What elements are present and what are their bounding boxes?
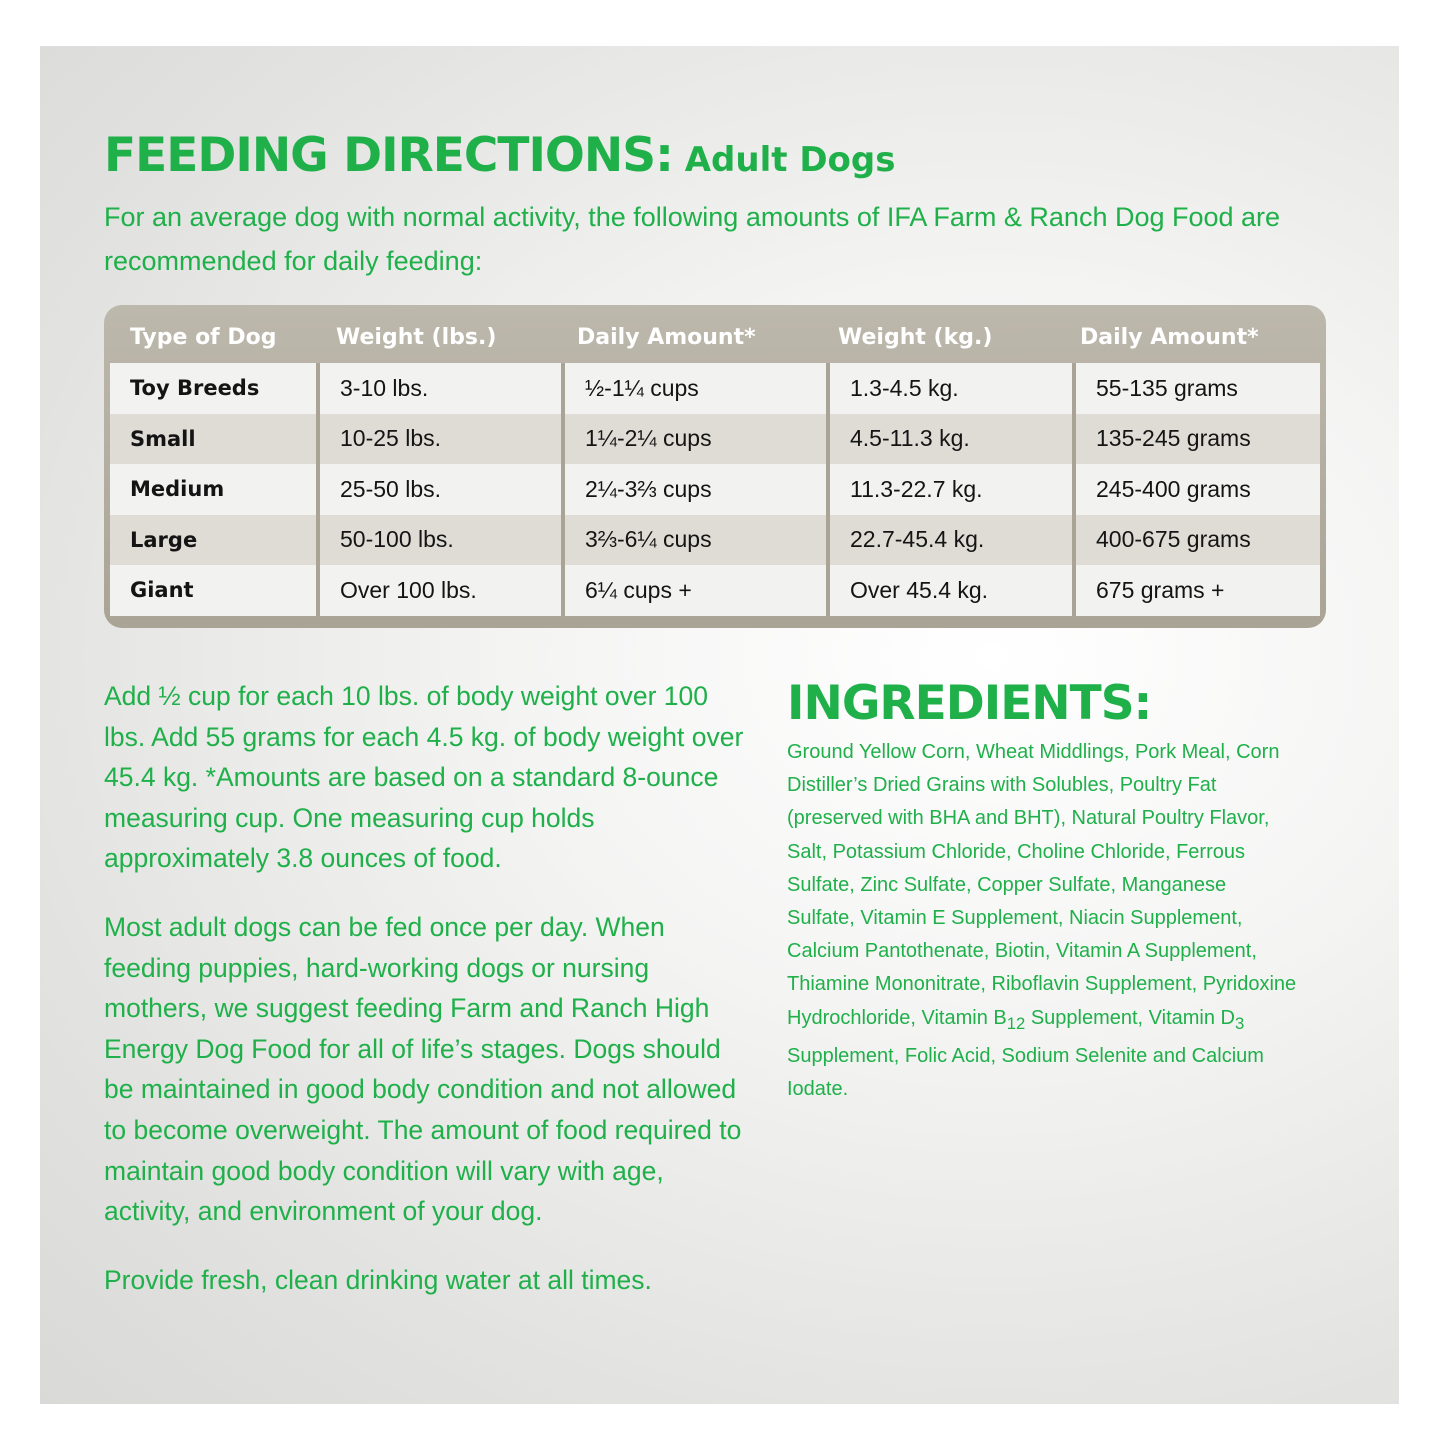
cell-daily-grams: 400-675 grams — [1076, 515, 1320, 566]
header-daily-amount-grams: Daily Amount* — [1080, 324, 1259, 350]
table-row — [110, 515, 1320, 566]
cell-type: Small — [110, 414, 316, 465]
cell-type: Medium — [110, 464, 316, 515]
cell-weight-lbs: 50-100 lbs. — [320, 515, 561, 566]
ingredients-list — [787, 736, 1297, 1106]
ingredients-title: INGREDIENTS: — [787, 676, 1152, 731]
cell-daily-cups: ½-1¼ cups — [565, 363, 826, 414]
title-main: FEEDING DIRECTIONS: — [104, 128, 673, 183]
ingredients-text-part2: Supplement, Vitamin D — [1025, 1006, 1236, 1029]
cell-weight-lbs: 10-25 lbs. — [320, 414, 561, 465]
header-weight-lbs: Weight (lbs.) — [336, 324, 497, 350]
cell-daily-grams: 135-245 grams — [1076, 414, 1320, 465]
cell-daily-cups: 6¼ cups + — [565, 565, 826, 616]
table-row — [110, 363, 1320, 414]
note-additional-amounts: Add ½ cup for each 10 lbs. of body weight over 100 lbs. Add 55 grams for each 4.5 kg. of body weight over 45.4 kg. *Amounts are based on a standard 8-ounce measuring cup. One measuring cup holds approximately 3.8 ounces of food. — [104, 681, 744, 874]
table-body — [110, 363, 1320, 616]
cell-type: Toy Breeds — [110, 363, 316, 414]
cell-daily-cups: 2¼-3⅔ cups — [565, 464, 826, 515]
subscript-b12: 12 — [1006, 1013, 1026, 1033]
cell-daily-grams: 675 grams + — [1076, 565, 1320, 616]
title-subtitle: Adult Dogs — [672, 140, 896, 180]
ingredients-text-part3: Supplement, Folic Acid, Sodium Selenite and Calcium Iodate. — [787, 1044, 1264, 1101]
table-header — [110, 311, 1320, 363]
cell-weight-lbs: 25-50 lbs. — [320, 464, 561, 515]
cell-daily-grams: 245-400 grams — [1076, 464, 1320, 515]
header-weight-kg: Weight (kg.) — [838, 324, 993, 350]
table-row — [110, 565, 1320, 616]
cell-weight-lbs: Over 100 lbs. — [320, 565, 561, 616]
table-row — [110, 414, 1320, 465]
header-daily-amount-cups: Daily Amount* — [577, 324, 756, 350]
ingredients-text-part1: Ground Yellow Corn, Wheat Middlings, Pork Meal, Corn Distiller’s Dried Grains with Solubles, Poultry Fat (preserved with BHA and BHT), Natural Poultry Flavor, Salt, Potassium Chloride, Choline Chloride, Ferrous Sulfate, Zinc Sulfate, Copper Sulfate, Manganese Sulfate, Vitamin E Supplement, Niacin Supplement, Calcium Pantothenate, Biotin, Vitamin A Supplement, Thiamine Mononitrate, Riboflavin Supplement, Pyridoxine Hydrochloride, Vitamin B — [787, 741, 1297, 1029]
cell-daily-cups: 1¼-2¼ cups — [565, 414, 826, 465]
cell-daily-grams: 55-135 grams — [1076, 363, 1320, 414]
cell-type: Large — [110, 515, 316, 566]
subscript-d3: 3 — [1235, 1013, 1245, 1033]
note-water: Provide fresh, clean drinking water at all times. — [104, 1264, 652, 1295]
cell-weight-kg: Over 45.4 kg. — [830, 565, 1072, 616]
note-feeding-frequency: Most adult dogs can be fed once per day. When feeding puppies, hard-working dogs or nursing mothers, we suggest feeding Farm and Ranch High Energy Dog Food for all of life’s stages. Dogs should be maintained in good body condition and not allowed to become overweight. The amount of food required to maintain good body condition will vary with age, activity, and environment of your dog. — [104, 911, 742, 1227]
header-type-of-dog: Type of Dog — [130, 324, 277, 350]
feeding-notes — [104, 676, 744, 1328]
cell-daily-cups: 3⅔-6¼ cups — [565, 515, 826, 566]
cell-type: Giant — [110, 565, 316, 616]
feeding-table — [104, 305, 1326, 628]
cell-weight-kg: 11.3-22.7 kg. — [830, 464, 1072, 515]
cell-weight-kg: 22.7-45.4 kg. — [830, 515, 1072, 566]
intro-text: For an average dog with normal activity, the following amounts of IFA Farm & Ranch Dog Food are recommended for daily feeding: — [104, 202, 1281, 276]
cell-weight-kg: 4.5-11.3 kg. — [830, 414, 1072, 465]
cell-weight-lbs: 3-10 lbs. — [320, 363, 561, 414]
cell-weight-kg: 1.3-4.5 kg. — [830, 363, 1072, 414]
page-title — [104, 128, 895, 183]
table-row — [110, 464, 1320, 515]
